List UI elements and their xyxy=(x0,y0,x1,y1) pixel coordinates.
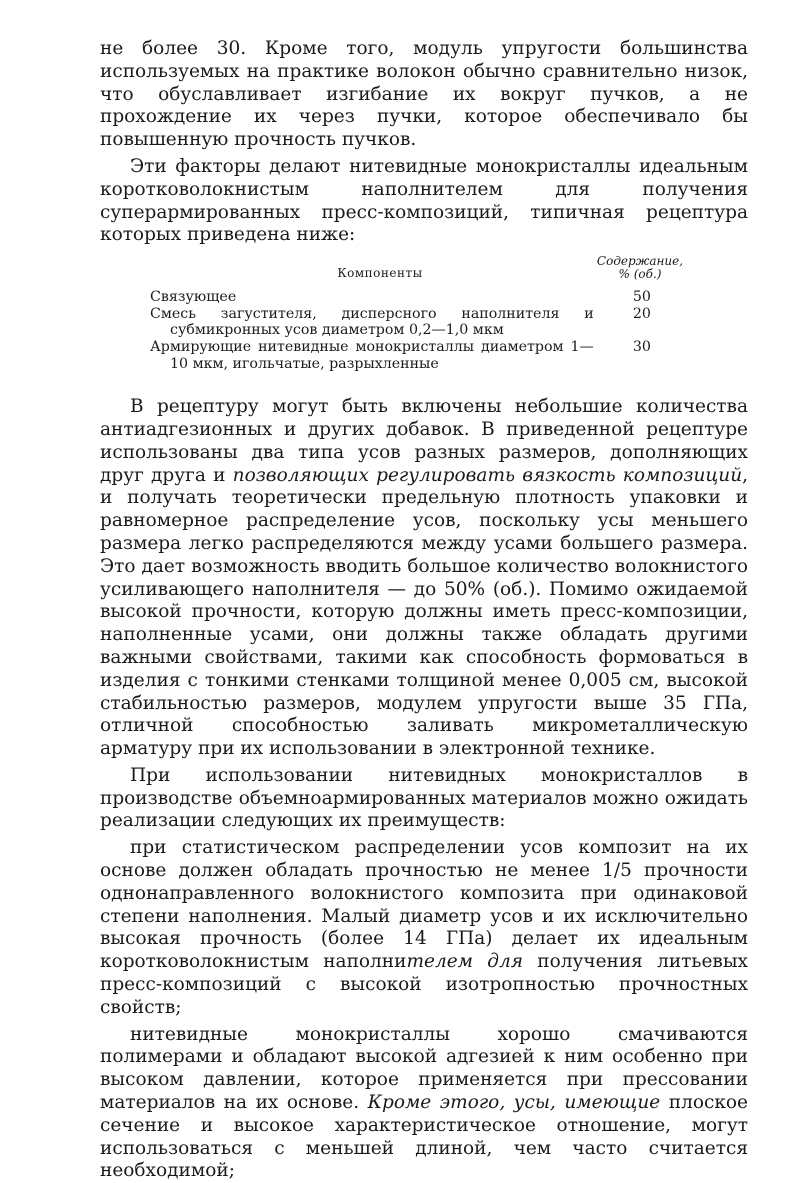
recipe-value: 30 xyxy=(632,338,651,355)
spacer xyxy=(100,372,748,396)
recipe-header-content-line2: % (об.) xyxy=(618,267,662,282)
text-run: плоское сечение и высокое характеристическое отношение, могут использоваться с меньшей длиной, чем часто считается необходимой; xyxy=(100,1092,748,1182)
recipe-component: Армирующие нитевидные монокристаллы диаметром 1—10 мкм, игольчатые, разрыхленные xyxy=(150,338,594,372)
italic-run: позволяющих регулировать вязкость композиций xyxy=(232,464,743,486)
italic-run: Кроме этого, усы, имеющие xyxy=(367,1092,661,1114)
recipe-row xyxy=(150,306,690,339)
text-run: нитевидные монокристаллы хорошо смачиваются полимерами и обладают высокой адгезией к ним особенно при высоком давлении, которое применяется при прессовании материалов на их основе. xyxy=(100,1023,748,1114)
recipe-row xyxy=(150,339,690,372)
document-page xyxy=(100,38,748,1183)
recipe-component: Связующее xyxy=(150,289,237,306)
paragraph-fiber-modulus: не более 30. Кроме того, модуль упругости большинства используемых на практике волокон обычно сравнительно низок, что обуславливает изгибание их вокруг пучков, а не прохождение их через пучки, которое обеспечивало бы повышенную прочность пучков. xyxy=(100,38,748,151)
italic-run: телем для xyxy=(406,951,524,973)
text-run: , и получать теоретически предельную плотность упаковки и равномерное распределение усов, поскольку усы меньшего размера легко распределяются между усами большего размера. Это дает возможность вводить большое количество волокнистого усиливающего наполнителя — до 50% (об.). Помимо ожидаемой высокой прочности, которую должны иметь пресс-композиции, наполненные усами, они должны также обладать другими важными свойствами, такими как способность формоваться в изделия с тонкими стенками толщиной менее 0,005 см, высокой стабильностью размеров, модулем упругости выше 35 ГПа, отличной способностью заливать микрометаллическую арматуру при их использовании в электронной технике. xyxy=(100,464,748,760)
recipe-table-header xyxy=(150,255,690,281)
list-item-wetting xyxy=(100,1024,748,1183)
text-run: В рецептуру могут быть включены небольшие количества антиадгезионных и других добавок. В приведенной рецептуре использованы два типа усов разных размеров, дополняющих друг друга и xyxy=(100,396,748,486)
recipe-header-content xyxy=(590,255,690,281)
recipe-component: Смесь загустителя, дисперсного наполнителя и субмикронных усов диаметром 0,2—1,0 мкм xyxy=(150,305,594,339)
text-run: получения литьевых пресс-композиций с высокой изотропностью прочностных свойств; xyxy=(100,951,748,1018)
text-run: при статистическом распределении усов композит на их основе должен обладать прочностью не менее 1/5 прочности однонаправленного волокнистого композита при одинаковой степени наполнения. Малый диаметр усов и их исключительно высокая прочность (более 14 ГПа) делает их идеальным коротковолокнистым наполни xyxy=(100,837,748,973)
recipe-table xyxy=(150,255,690,372)
recipe-value: 20 xyxy=(632,305,651,322)
paragraph-advantages-intro: При использовании нитевидных монокристаллов в производстве объемноармированных материалов можно ожидать реализации следующих их преимуществ: xyxy=(100,764,748,832)
list-item-strength xyxy=(100,837,748,1019)
recipe-row xyxy=(150,289,690,306)
recipe-header-components: Компоненты xyxy=(337,265,423,280)
recipe-header-content-line1: Содержание, xyxy=(596,254,684,269)
paragraph-recipe-discussion xyxy=(100,396,748,761)
recipe-value: 50 xyxy=(632,289,651,306)
paragraph-whisker-factors: Эти факторы делают нитевидные монокристаллы идеальным коротковолокнистым наполнителем для получения суперармированных пресс-композиций, типичная рецептура которых приведена ниже: xyxy=(100,155,748,246)
